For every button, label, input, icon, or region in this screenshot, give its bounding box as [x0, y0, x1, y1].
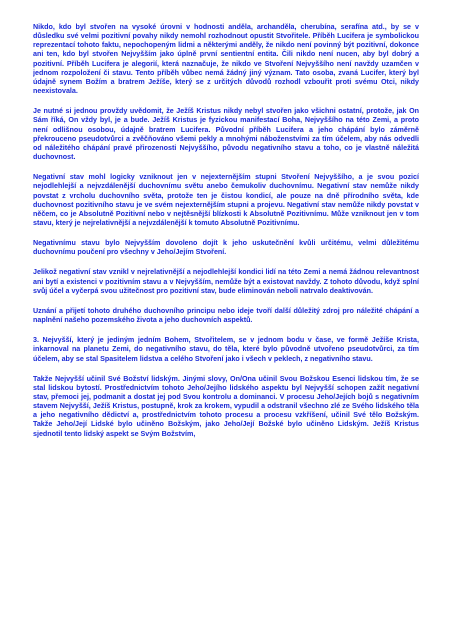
- paragraph-third-principle: 3. Nejvyšší, který je jediným jedním Bohem, Stvořitelem, se v jednom bodu v čase, ve formě Ježíše Krista, inkarnoval na planetu Zemi, do negativního stavu, do těla, které bylo původně utvořeno pseudotvůrci, za tím účelem, aby se stal Spasitelem lidstva a celého Stvoření jako i všech v peklech, z negativního stavu.: [33, 336, 419, 363]
- paragraph-jesus-christ-nature: Je nutné si jednou provždy uvědomit, že Ježíš Kristus nikdy nebyl stvořen jako všichni ostatní, protože, jak On Sám říká, On vždy byl, je a bude. Ježíš Kristus je fyzickou manifestací Boha, Nejvyššího na této Zemi, a proto není odlišnou osobou, údajně bratrem Lucifera. Původní příběh Lucifera a jeho chápání bylo záměrně překrouceno pseudotvůrci a zvěčňováno všemi pekly a mnohými náboženstvími za tím účelem, aby nás odvedli od náležitého chápání pravé přirozenosti Nejvyššího, původu negativního stavu a toho, co je vlastně náležitá duchovnost.: [33, 107, 419, 162]
- document-page: [33, 23, 419, 623]
- paragraph-divine-human: Takže Nejvyšší učinil Své Božství lidským. Jinými slovy, On/Ona učinil Svou Božskou Esenci lidskou tím, že se stal lidskou bytostí. Prostřednictvím tohoto Jeho/Jejího lidského aspektu byl Nejvyšší schopen zažít negativní stav, přemoci jej, podmanit a dostat jej pod Svou kontrolu a dominanci. V procesu Jeho/Jejích bojů s negativním stavem Nejvyšší, Ježíš Kristus, postupně, krok za krokem, vypudil a odstranil všechno zlé ze Svého lidského těla a jeho negativního dědictví a, prostřednictvím tohoto procesu a procesu vzkříšení, učinil Své tělo Božským. Takže Jeho/Její Lidské bylo učiněno Božským, jako Jeho/Její Božské bylo učiněno Lidským. Ježíš Kristus sjednotil tento lidský aspekt se Svým Božstvím,: [33, 374, 419, 438]
- paragraph-negative-state-permission: Negativnímu stavu bylo Nejvyšším dovoleno dojít k jeho uskutečnění kvůli určitému, velmi důležitému duchovnímu poučení pro všechny v Jeho/Jejím Stvoření.: [33, 239, 419, 257]
- paragraph-negative-state-origin: Negativní stav mohl logicky vzniknout jen v nejexternějším stupni Stvoření Nejvyššího, a je svou pozicí nejodlehlejší a nejvzdálenější duchovnímu světu anebo čemukoliv duchovnímu. Negativní stav nemůže nikdy povstat z vrcholu duchovního světa, protože ten je čistou kondicí, ale pouze na dně přírodního světa, kde duchovnost pozitivního stavu je ve svém nejexternějším stupni a projevu. Negativní stav nemůže nikdy povstat v něčem, co je Absolutně Pozitivní nebo v nejtěsnější blízkosti k Absolutně Pozitivnímu. Může vzniknout jen v tom stavu, který je nejrelativnější a nejvzdálenější k tomuto Absolutně Pozitivnímu.: [33, 173, 419, 227]
- paragraph-lucifer-allegory: Nikdo, kdo byl stvořen na vysoké úrovni v hodnosti anděla, archanděla, cherubína, serafína atd., by se v důsledku své velmi pozitivní povahy nikdy nemohl rozhodnout opustit Stvořitele. Příběh Lucifera je symbolickou reprezentací tohoto faktu, nepochopeným lidmi a některými anděly, že nikdo není povinný být pozitivní, dokonce ani ten, kdo byl stvořen Nejvyšším jako úplně první sentientní entita. Čili nikdo není nucen, aby byl dobrý a pozitivní. Příběh Lucifera je alegorií, která naznačuje, že nikdo ve Stvoření Nejvyššího není navždy uzamčen v jednom rozpoložení či stavu. Tento příběh vůbec nemá žádný jiný význam. Tato osoba, zvaná Lucifer, který byl údajně synem Božím a bratrem Ježíše, který se z určitých důvodů rozhodl vzbouřit proti svému Otci, nikdy neexistovala.: [33, 23, 419, 96]
- paragraph-negative-state-elimination: Jelikož negativní stav vznikl v nejrelativnější a nejodlehlejší kondici lidí na této Zemi a nemá žádnou relevantnost ani bytí a existenci v pozitivním stavu a v Nejvyšším, nemůže být a existovat navždy. Z tohoto důvodu, když splní svůj účel a vyčerpá svou užitečnost pro pozitivní stav, bude eliminován neboli natrvalo deaktivován.: [33, 268, 419, 295]
- paragraph-second-principle: Uznání a přijetí tohoto druhého duchovního principu nebo ideje tvoří další důležitý zdroj pro náležité chápání a naplnění našeho pozemského života a jeho duchovních aspektů.: [33, 306, 419, 325]
